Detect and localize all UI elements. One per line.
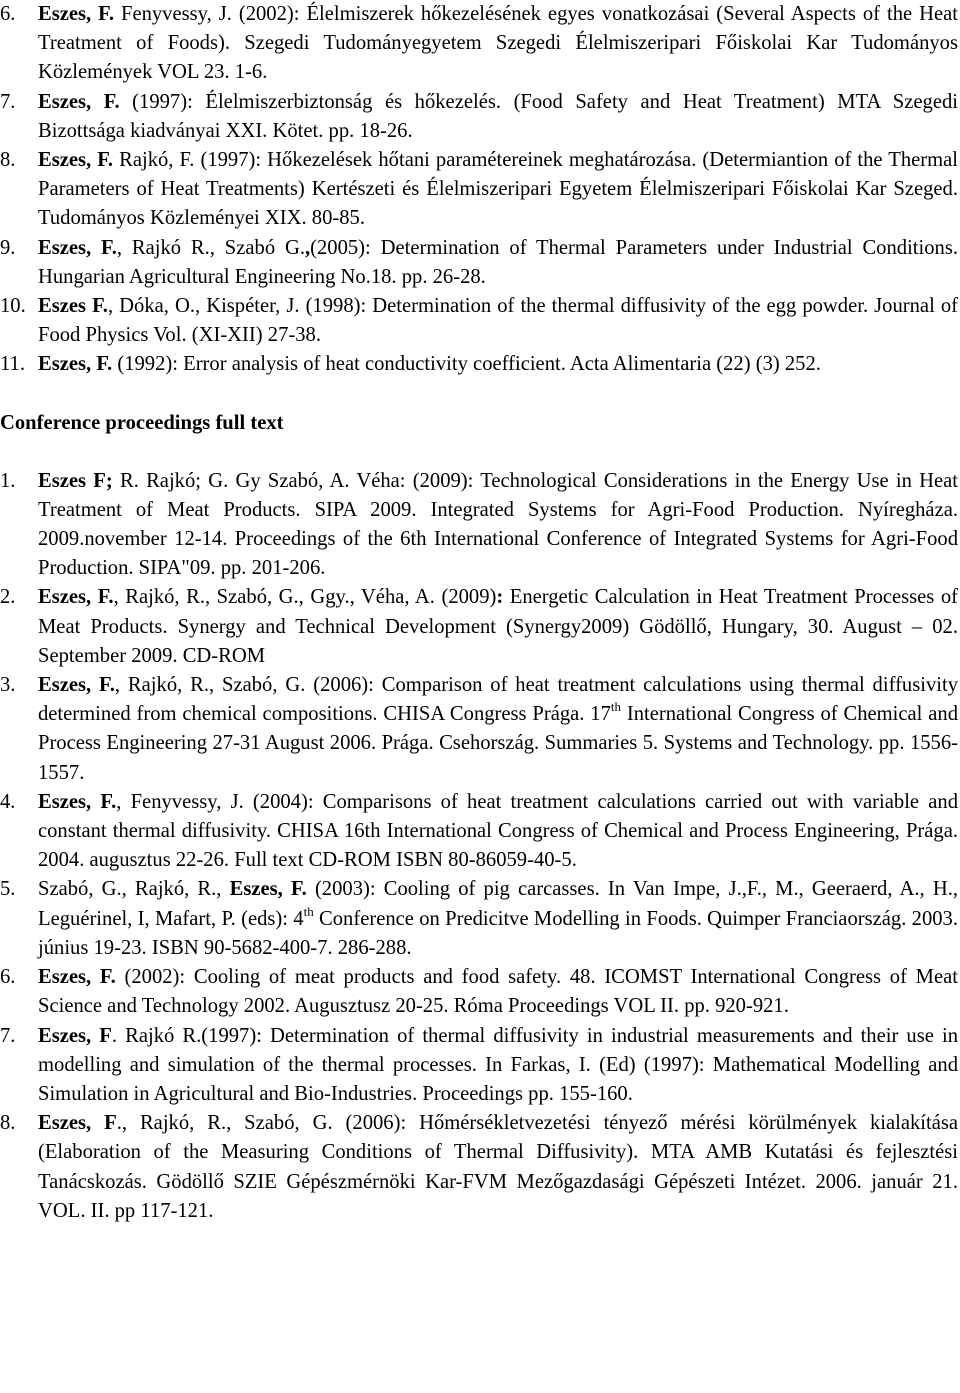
reference-text: (1997): Élelmiszerbiztonság és hőkezelés. (Food Safety and Heat Treatment) MTA Szegedi Bizottsága kiadványai XXI. Kötet. pp. 18-26. (38, 90, 958, 142)
reference-item (0, 671, 960, 788)
reference-text: (1998): Determination of the thermal diffusivity of the egg powder. Journal of Food Physics Vol. (XI-XII) 27-38. (38, 295, 958, 347)
reference-number: 11. (0, 353, 25, 376)
reference-number: 10. (0, 295, 26, 318)
superscript: th (303, 903, 314, 919)
author-bold: Eszes, F. (38, 586, 114, 609)
reference-number: 5. (0, 878, 16, 901)
reference-item (0, 350, 960, 379)
reference-number: 1. (0, 469, 16, 492)
reference-text: , Rajkó R. (116, 236, 210, 259)
reference-text: (2003): Cooling of pig carcasses. In Van Impe, J.,F., M., Geeraerd, A., H., Leguérinel, I, Mafart, P. (eds): 4 (38, 878, 958, 930)
reference-text: Conference on Predicitve Modelling in Foods. Quimper Franciaország. 2003. június 19-23. ISBN 90-5682-400-7. 286-288. (38, 907, 958, 959)
author-bold: Eszes F; (38, 469, 113, 492)
section-heading: Conference proceedings full text (0, 411, 284, 434)
reference-text: Energetic Calculation in Heat Treatment Processes of Meat Products. Synergy and Technical Development (Synergy2009) Gödöllő, Hungary, 30. August – 02. September 2009. CD-ROM (38, 586, 959, 667)
reference-number: 7. (0, 1024, 16, 1047)
superscript: th (610, 699, 622, 715)
author-bold: Eszes, F. (38, 236, 117, 259)
reference-text: , Fenyvessy, J. (2004): Comparisons of heat treatment calculations carried out with variable and constant thermal diffusivity. CHISA 16th International Congress of Chemical and Process Engineering, Prága. 2004. augusztus 22-26. Full text CD-ROM ISBN 80-86059-40-5. (38, 790, 958, 872)
reference-item (0, 1022, 960, 1110)
reference-item (0, 467, 960, 584)
punctuation-bold: , (304, 236, 311, 259)
reference-text: (2005): Determination of Thermal Parameters under Industrial Conditions. Hungarian Agricultural Engineering No.18. pp. 26-28. (38, 236, 958, 288)
reference-text: (2002): Cooling of meat products and food safety. 48. ICOMST International Congress of Meat Science and Technology 2002. Augusztusz 20-25. Róma Proceedings VOL II. pp. 920-921. (38, 966, 958, 1018)
reference-item (0, 234, 960, 292)
reference-text: , Rajkó, R., Szabó, G., Ggy., Véha, A. (2009) (113, 586, 497, 609)
reference-item (0, 875, 960, 963)
reference-item (0, 583, 960, 671)
reference-text: R. Rajkó; G. Gy Szabó, A. Véha: (2009): Technological Considerations in the Energy Use in Heat Treatment of Meat Products. SIPA 2009. Integrated Systems for Agri-Food Production. Nyíregháza. 2009.november 12-14. Proceedings of the 6th International Conference of Integrated Systems for Agri-Food Production. SIPA"09. pp. 201-206. (38, 469, 958, 580)
reference-number: 3. (0, 674, 16, 697)
reference-text: . Rajkó R.(1997): Determination of thermal diffusivity in industrial measurements and their use in modelling and simulation of the thermal processes. In Farkas, I. (Ed) (1997): Mathematical Modelling and Simulation in Agricultural and Bio-Industries. Proceedings pp. 155-160. (38, 1024, 958, 1105)
reference-item (0, 292, 960, 350)
reference-text: International Congress of Chemical and Process Engineering 27-31 August 2006. Prága. Csehország. Summaries 5. Systems and Technology. pp. 1556-1557. (38, 703, 958, 784)
author-bold: Eszes, F. (38, 966, 116, 989)
reference-text: (1992): Error analysis of heat conductivity coefficient. Acta Alimentaria (22) (3) 252. (112, 353, 821, 376)
author-bold: Eszes, F. (38, 790, 117, 813)
spacer (0, 438, 960, 467)
author-bold: Eszes, F. (38, 90, 120, 113)
reference-number: 6. (0, 966, 16, 989)
author-bold: Eszes, F. (38, 3, 115, 25)
reference-text: , Szabó G. (209, 236, 305, 259)
reference-item (0, 963, 960, 1021)
author-bold: Eszes, F. (38, 353, 113, 376)
reference-item (0, 146, 960, 234)
reference-text: Rajkó, F. (1997): Hőkezelések hőtani paramétereinek meghatározása. (Determiantion of the Thermal Parameters of Heat Treatments) Kertészeti és Élelmiszeripari Egyetem Élelmiszeripari Főiskolai Kar Szeged. Tudományos Közleményei XIX. 80-85. (38, 149, 958, 230)
journal-references-list (0, 0, 960, 380)
reference-number: 7. (0, 90, 16, 113)
reference-text: , Dóka, O. (107, 295, 195, 318)
reference-number: 2. (0, 586, 16, 609)
reference-number: 8. (0, 149, 16, 172)
reference-text: , Rajkó, R., Szabó, G. (2006): Comparison of heat treatment calculations using thermal diffusivity determined from chemical compositions. CHISA Congress Prága. 17 (38, 674, 958, 726)
author-bold: Eszes F. (38, 295, 108, 318)
author-bold: Eszes, F. (38, 149, 114, 172)
conference-references-list (0, 467, 960, 1226)
reference-number: 9. (0, 236, 16, 259)
punctuation-bold: : (496, 586, 504, 609)
reference-text: Fenyvessy, J. (2002): Élelmiszerek hőkezelésének egyes vonatkozásai (Several Aspects of the Heat Treatment of Foods). Szegedi Tudományegyetem Szegedi Élelmiszeripari Főiskolai Kar Tudományos Közlemények VOL 23. 1-6. (38, 3, 959, 84)
reference-text: ., Rajkó, R., Szabó, G. (2006): Hőmérsékletvezetési tényező mérési körülmények kialakítása (Elaboration of the Measuring Conditions of Thermal Diffusivity). MTA AMB Kutatási és fejlesztési Tanácskozás. Gödöllő SZIE Gépészmérnöki Kar-FVM Mezőgazdasági Gépészeti Intézet. 2006. január 21. VOL. II. pp 117-121. (38, 1112, 959, 1222)
reference-item (0, 88, 960, 146)
reference-number: 4. (0, 790, 16, 813)
reference-text: , Kispéter, J. (195, 295, 300, 318)
reference-number: 6. (0, 3, 16, 25)
spacer (0, 380, 960, 409)
reference-text: Szabó, G., Rajkó, R., (38, 878, 230, 901)
author-bold: Eszes, F. (38, 674, 115, 697)
reference-item (0, 1109, 960, 1226)
reference-item (0, 0, 960, 88)
author-bold: Eszes, F. (229, 878, 307, 901)
author-bold: Eszes, F (38, 1112, 117, 1135)
reference-number: 8. (0, 1112, 16, 1135)
reference-item (0, 788, 960, 876)
author-bold: Eszes, F (38, 1024, 112, 1047)
